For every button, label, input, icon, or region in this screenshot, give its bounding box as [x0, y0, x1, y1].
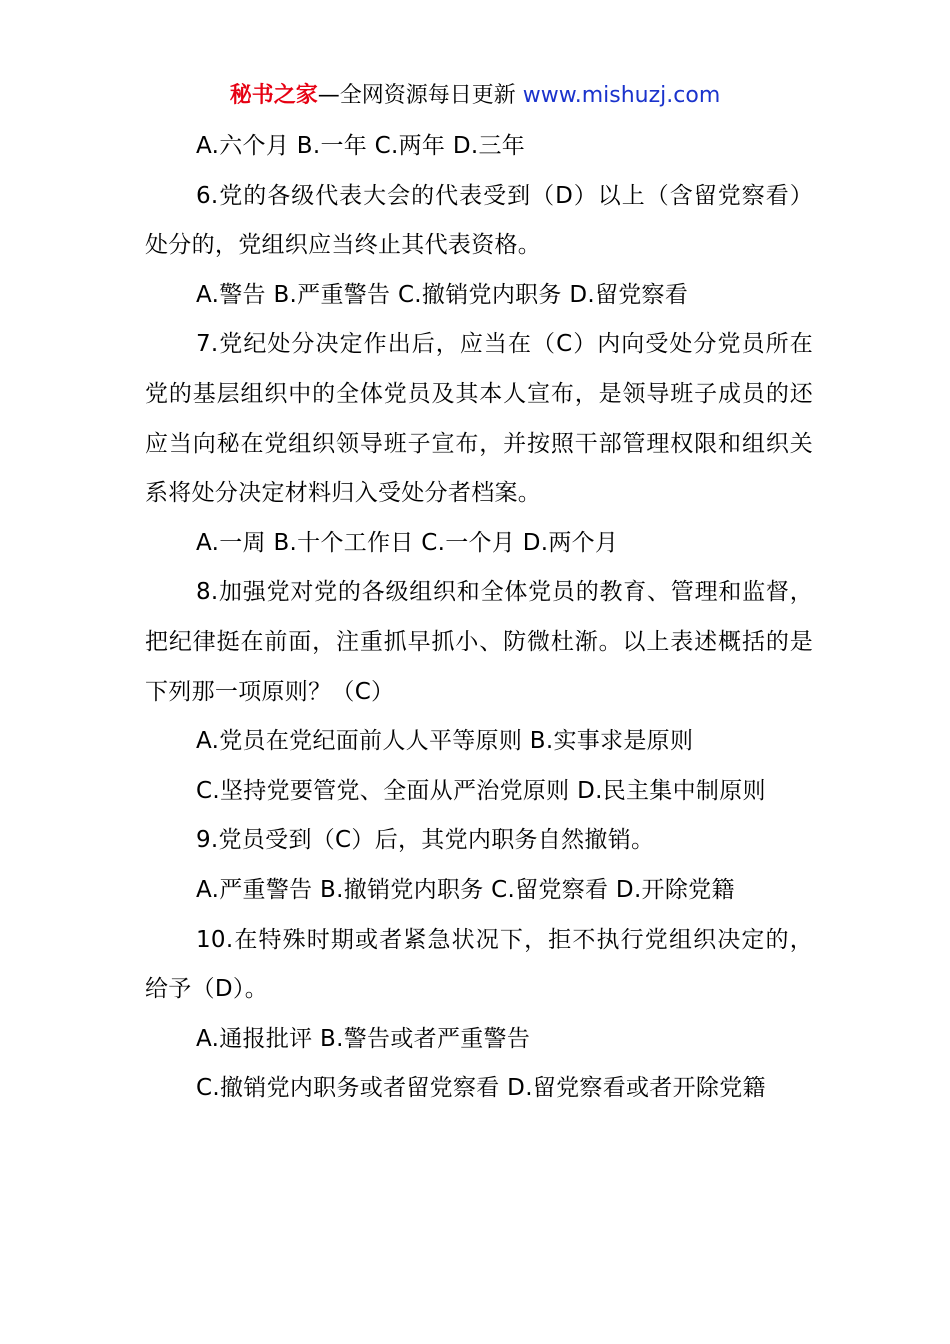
paragraph-question-10: 10.在特殊时期或者紧急状况下，拒不执行党组织决定的，给予（D）。 [145, 926, 813, 1003]
paragraph-options-q8-cd: C.坚持党要管党、全面从严治党原则 D.民主集中制原则 [196, 777, 766, 804]
brand-name: 秘书之家 [229, 83, 318, 108]
document-body [145, 122, 813, 1114]
paragraph-options-q5: A.六个月 B.一年 C.两年 D.三年 [196, 133, 526, 159]
paragraph-options-q10-ab: A.通报批评 B.警告或者严重警告 [196, 1025, 531, 1052]
paragraph-options-q8-ab: A.党员在党纪面前人人平等原则 B.实事求是原则 [196, 728, 694, 755]
header-url-link[interactable]: www.mishuzj.com [522, 83, 721, 108]
paragraph-options-q6: A.警告 B.严重警告 C.撤销党内职务 D.留党察看 [196, 281, 689, 308]
paragraph-question-7: 7.党纪处分决定作出后，应当在（C）内向受处分党员所在党的基层组织中的全体党员及其本人宣布，是领导班子成员的还应当向秘在党组织领导班子宣布，并按照干部管理权限和组织关系将处分决定材料归入受处分者档案。 [145, 331, 813, 507]
paragraph-question-6: 6.党的各级代表大会的代表受到（D）以上（含留党察看）处分的，党组织应当终止其代表资格。 [145, 182, 813, 259]
paragraph-options-q7: A.一周 B.十个工作日 C.一个月 D.两个月 [196, 529, 619, 556]
paragraph-question-9: 9.党员受到（C）后，其党内职务自然撤销。 [196, 827, 655, 854]
paragraph-options-q9: A.严重警告 B.撤销党内职务 C.留党察看 D.开除党籍 [196, 876, 735, 903]
paragraph-question-8: 8.加强党对党的各级组织和全体党员的教育、管理和监督，把纪律挺在前面，注重抓早抓小、防微杜渐。以上表述概括的是下列那一项原则？（C） [145, 579, 813, 705]
paragraph-options-q10-cd: C.撤销党内职务或者留党察看 D.留党察看或者开除党籍 [196, 1075, 766, 1102]
header-slogan: —全网资源每日更新 [317, 83, 523, 108]
page-header [0, 80, 950, 112]
